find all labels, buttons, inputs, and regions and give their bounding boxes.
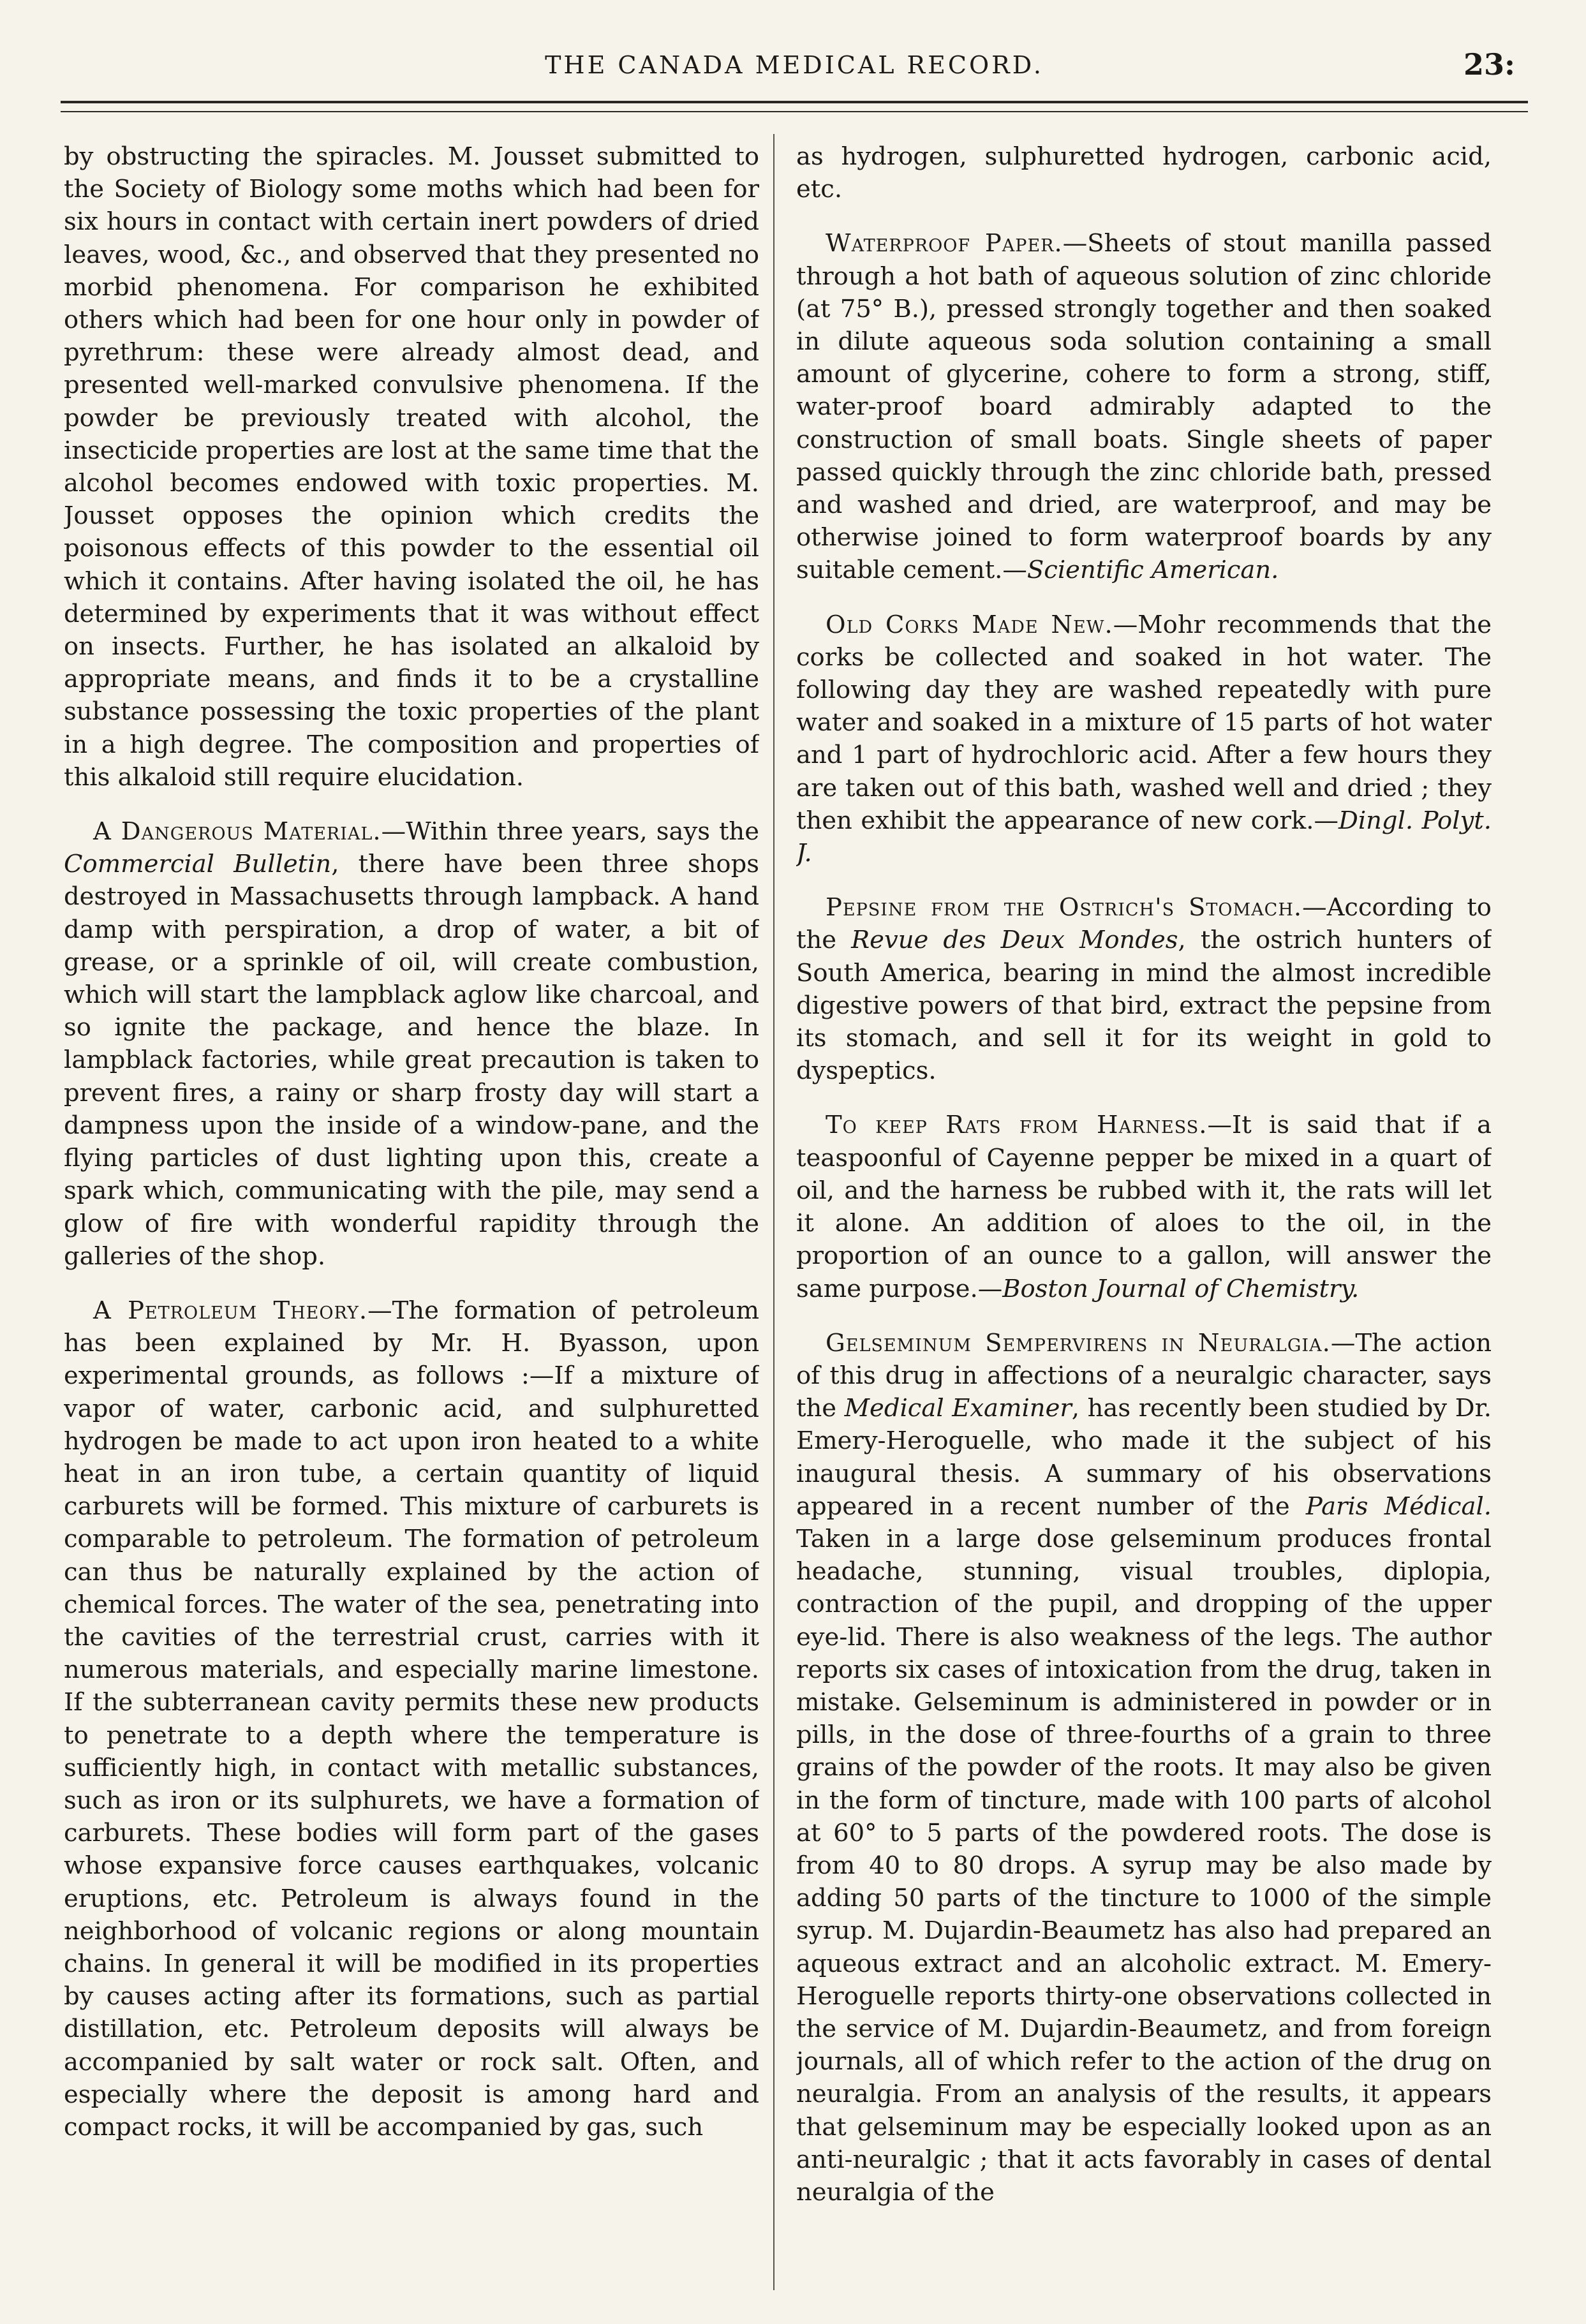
article-text: —It is said that if a teaspoonful of Cayenne pepper be mixed in a quart of oil, and the harness be rubbed with it, the rats will let it alone. An addition of aloes to the oil, in the proportion of an ounce to a gallon, will answer the same purpose.—: [796, 1111, 1492, 1303]
article-source: Dingl. Polyt. J.: [796, 806, 1492, 868]
article-old-corks: [796, 609, 1492, 870]
column-divider: [773, 134, 774, 2290]
article-heading: Old Corks Made New.: [826, 610, 1113, 639]
left-column: [64, 140, 759, 2297]
article-source: Paris Médical.: [1305, 1491, 1492, 1521]
article-text: Taken in a large dose gelseminum produces frontal headache, stunning, visual troubles, diplopia, contraction of the pupil, and dropping of the upper eye-lid. There is also weakness of the legs. The author reports six cases of intoxication from the drug, taken in mistake. Gelseminum is administered in powder or in pills, in the dose of three-fourths of a grain to three grains of the powder of the roots. It may also be given in the form of tincture, made with 100 parts of alcohol at 60° to 5 parts of the powdered roots. The dose is from 40 to 80 drops. A syrup may be also made by adding 50 parts of the tincture to 1000 of the simple syrup. M. Dujardin-Beaumetz has also had prepared an aqueous extract and an alcoholic extract. M. Emery-Heroguelle reports thirty-one observations collected in the service of M. Dujardin-Beaumetz, and from foreign journals, all of which refer to the action of the drug on neuralgia. From an analysis of the results, it appears that gelseminum may be especially looked upon as an anti-neuralgic ; that it acts favorably in cases of dental neuralgia of the: [796, 1524, 1492, 2207]
article-heading: Waterproof Paper.: [826, 229, 1063, 258]
article-text: —Sheets of stout manilla passed through a hot bath of aqueous solution of zinc chloride (at 75° B.), pressed strongly together and then soaked in dilute aqueous soda solution containing a small amount of glycerine, cohere to form a strong, stiff, water-proof board admirably adapted to the construction of small boats. Single sheets of paper passed quickly through the zinc chloride bath, pressed and washed and dried, are waterproof, and may be otherwise joined to form waterproof boards by any suitable cement.—: [796, 229, 1492, 585]
continued-paragraph: as hydrogen, sulphuretted hydrogen, carbonic acid, etc.: [796, 142, 1492, 204]
article-source: Revue des Deux Mondes: [851, 926, 1178, 955]
article-gelseminum: [796, 1327, 1492, 2209]
article-pepsine: [796, 891, 1492, 1087]
article-text: —The formation of petroleum has been explained by Mr. H. Byasson, upon experimental grounds, as follows :—If a mixture of vapor of water, carbonic acid, and sulphuretted hydrogen be made to act upon iron heated to a white heat in an iron tube, a certain quantity of liquid carburets will be formed. This mixture of carburets is comparable to petroleum. The formation of petroleum can thus be naturally explained by the action of chemical forces. The water of the sea, penetrating into the cavities of the terrestrial crust, carries with it numerous materials, and especially marine limestone. If the subterranean cavity permits these new products to penetrate to a depth where the temperature is sufficiently high, in contact with metallic substances, such as iron or its sulphurets, we have a formation of carburets. These bodies will form part of the gases whose expansive force causes earthquakes, volcanic eruptions, etc. Petroleum is always found in the neighborhood of volcanic regions or along mountain chains. In general it will be modified in its properties by causes acting after its formations, such as partial distillation, etc. Petroleum deposits will always be accompanied by salt water or rock salt. Often, and especially where the deposit is among hard and compact rocks, it will be accompanied by gas, such: [64, 1296, 759, 2142]
article-text: , has recently been studied by Dr. Emery-Heroguelle, who made it the subject of his inaugural thesis. A summary of his observations appeared in a recent number of the: [796, 1394, 1492, 1521]
article-text: —Mohr recommends that the corks be collected and soaked in hot water. The following day they are washed repeatedly with pure water and soaked in a mixture of 15 parts of hot water and 1 part of hydrochloric acid. After a few hours they are taken out of this bath, washed well and dried ; they then exhibit the appearance of new cork.—: [796, 610, 1492, 835]
article-text: —Within three years, says the: [381, 817, 759, 847]
running-title: THE CANADA MEDICAL RECORD.: [545, 51, 1044, 79]
article-source: Commercial Bulletin: [64, 850, 332, 879]
header-rule-thin: [61, 111, 1528, 112]
article-heading: A Petroleum Theory.: [93, 1296, 368, 1325]
right-column: [796, 140, 1492, 2297]
page-number: 23:: [1464, 47, 1515, 82]
article-waterproof-paper: [796, 227, 1492, 586]
article-heading: Pepsine from the Ostrich's Stomach.: [826, 893, 1303, 922]
article-heading: A Dangerous Material.: [93, 817, 382, 847]
article-rats-harness: [796, 1109, 1492, 1305]
article-heading: To keep Rats from Harness.: [826, 1111, 1208, 1140]
article-text: —According to the: [796, 893, 1492, 955]
article-source: Boston Journal of Chemistry.: [1002, 1274, 1360, 1303]
page-header: [61, 45, 1528, 89]
article-text: , the ostrich hunters of South America, bearing in mind the almost incredible digestive powers of that bird, extract the pepsine from its stomach, and sell it for its weight in gold to dyspeptics.: [796, 926, 1492, 1086]
article-heading: Gelseminum Sempervirens in Neuralgia.: [826, 1328, 1331, 1358]
continued-paragraph: by obstructing the spiracles. M. Jousset submitted to the Society of Biology some moths which had been for six hours in contact with certain inert powders of dried leaves, wood, &c., and observed that they presented no morbid phenomena. For comparison he exhibited others which had been for one hour only in powder of pyrethrum: these were already almost dead, and presented well-marked convulsive phenomena. If the powder be previously treated with alcohol, the insecticide properties are lost at the same time that the alcohol becomes endowed with toxic properties. M. Jousset opposes the opinion which credits the poisonous effects of this powder to the essential oil which it contains. After having isolated the oil, he has determined by experiments that it was without effect on insects. Further, he has isolated an alkaloid by appropriate means, and finds it to be a crystalline substance possessing the toxic properties of the plant in a high degree. The composition and properties of this alkaloid still require elucidation.: [64, 142, 759, 792]
article-source: Medical Examiner: [844, 1394, 1072, 1423]
article-dangerous-material: [64, 815, 759, 1273]
article-text: —The action of this drug in affections of a neuralgic character, says the: [796, 1328, 1492, 1423]
article-text: , there have been three shops destroyed in Massachusetts through lampback. A hand damp with perspiration, a drop of water, a bit of grease, or a sprinkle of oil, will create combustion, which will start the lampblack aglow like charcoal, and so ignite the package, and hence the blaze. In lampblack factories, while great precaution is taken to prevent fires, a rainy or sharp frosty day will start a dampness upon the inside of a window-pane, and the flying particles of dust lighting upon this, create a spark which, communicating with the pile, may send a glow of fire with wonderful rapidity through the galleries of the shop.: [64, 850, 759, 1271]
article-source: Scientific American.: [1026, 556, 1279, 585]
article-petroleum-theory: [64, 1294, 759, 2143]
header-rule-thick: [61, 101, 1528, 103]
